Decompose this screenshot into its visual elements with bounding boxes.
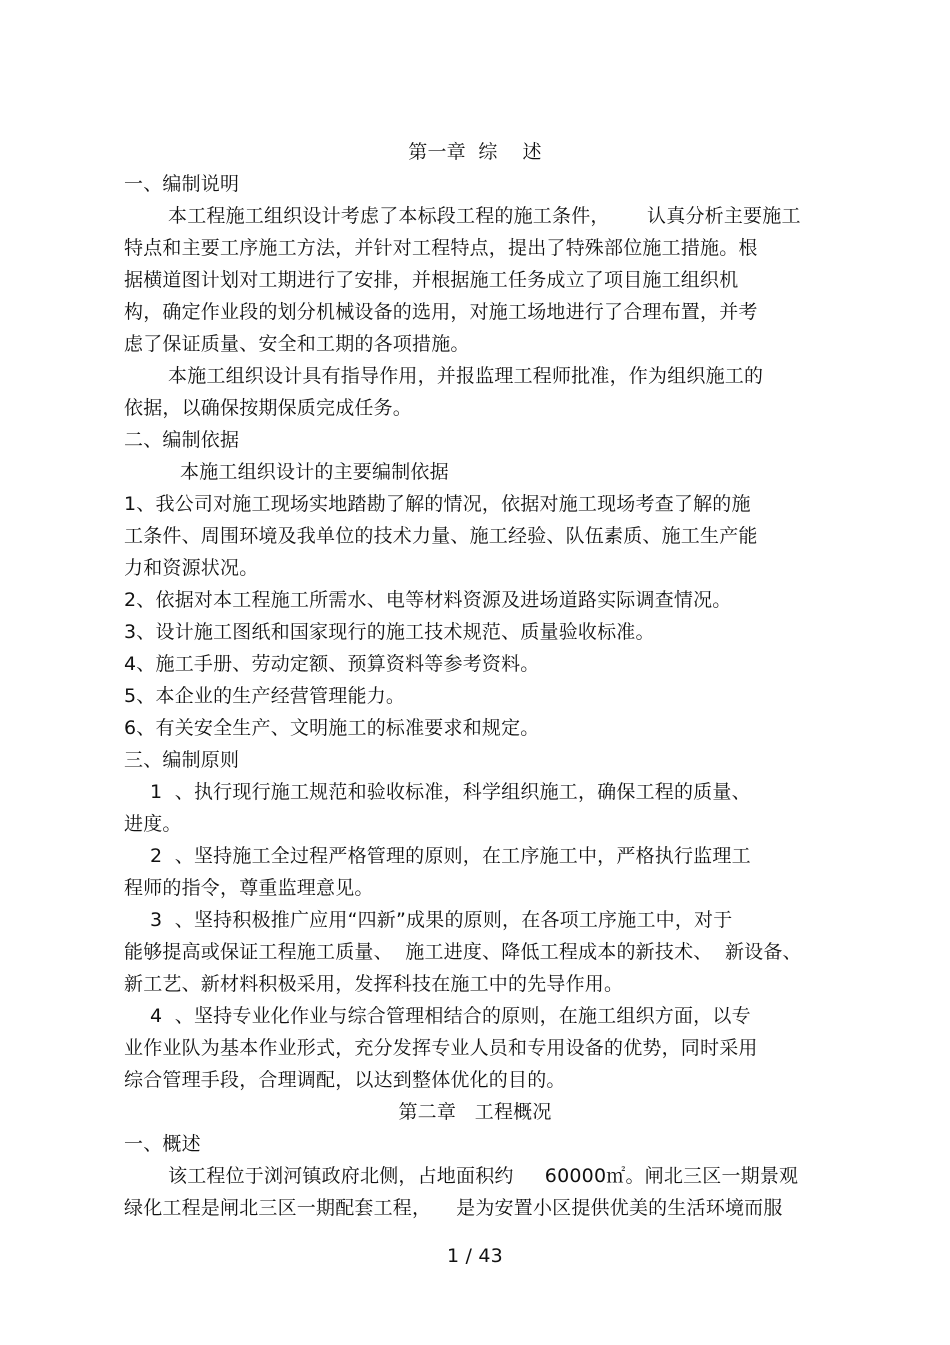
list-item: 程师的指令，尊重监理意见。	[124, 877, 374, 899]
paragraph-line: 据横道图计划对工期进行了安排，并根据施工任务成立了项目施工组织机	[124, 269, 739, 291]
chapter-title: 第二章 工程概况	[398, 1101, 552, 1123]
section-heading: 二、编制依据	[124, 429, 240, 451]
paragraph-line: 依据，以确保按期保质完成任务。	[124, 397, 413, 419]
paragraph-line: 特点和主要工序施工方法，并针对工程特点，提出了特殊部位施工措施。根	[124, 237, 758, 259]
list-item: 1、我公司对施工现场实地踏勘了解的情况，依据对施工现场考查了解的施	[124, 493, 751, 515]
paragraph-line: 本工程施工组织设计考虑了本标段工程的施工条件， 认真分析主要施工	[168, 205, 801, 227]
list-item: 业作业队为基本作业形式，充分发挥专业人员和专用设备的优势，同时采用	[124, 1037, 758, 1059]
section-heading: 一、编制说明	[124, 173, 240, 195]
list-item: 综合管理手段，合理调配，以达到整体优化的目的。	[124, 1069, 566, 1091]
chapter-title: 第一章 综 述	[408, 141, 542, 163]
list-item: 3 、坚持积极推广应用“四新”成果的原则，在各项工序施工中，对于	[150, 909, 733, 931]
list-item: 1 、执行现行施工规范和验收标准，科学组织施工，确保工程的质量、	[150, 781, 751, 803]
list-item: 4、施工手册、劳动定额、预算资料等参考资料。	[124, 653, 540, 675]
paragraph-line: 虑了保证质量、安全和工期的各项措施。	[124, 333, 470, 355]
list-item: 6、有关安全生产、文明施工的标准要求和规定。	[124, 717, 540, 739]
list-item: 力和资源状况。	[124, 557, 259, 579]
list-item: 工条件、周围环境及我单位的技术力量、施工经验、队伍素质、施工生产能	[124, 525, 758, 547]
paragraph-line: 本施工组织设计具有指导作用，并报监理工程师批准，作为组织施工的	[168, 365, 764, 387]
list-item: 新工艺、新材料积极采用，发挥科技在施工中的先导作用。	[124, 973, 624, 995]
list-item: 3、设计施工图纸和国家现行的施工技术规范、质量验收标准。	[124, 621, 655, 643]
section-heading: 一、概述	[124, 1133, 201, 1155]
list-item: 进度。	[124, 813, 182, 835]
page-number: 1 / 43	[447, 1245, 503, 1267]
list-item: 4 、坚持专业化作业与综合管理相结合的原则，在施工组织方面，以专	[150, 1005, 751, 1027]
paragraph-line: 本施工组织设计的主要编制依据	[180, 461, 449, 483]
list-item: 2 、坚持施工全过程严格管理的原则，在工序施工中，严格执行监理工	[150, 845, 751, 867]
paragraph-line: 构，确定作业段的划分机械设备的选用，对施工场地进行了合理布置，并考	[124, 301, 758, 323]
list-item: 5、本企业的生产经营管理能力。	[124, 685, 406, 707]
section-heading: 三、编制原则	[124, 749, 240, 771]
list-item: 2、依据对本工程施工所需水、电等材料资源及进场道路实际调查情况。	[124, 589, 732, 611]
paragraph-line: 该工程位于浏河镇政府北侧，占地面积约 60000㎡。闸北三区一期景观	[168, 1165, 799, 1187]
list-item: 能够提高或保证工程施工质量、 施工进度、降低工程成本的新技术、 新设备、	[124, 941, 802, 963]
paragraph-line: 绿化工程是闸北三区一期配套工程， 是为安置小区提供优美的生活环境而服	[124, 1197, 783, 1219]
